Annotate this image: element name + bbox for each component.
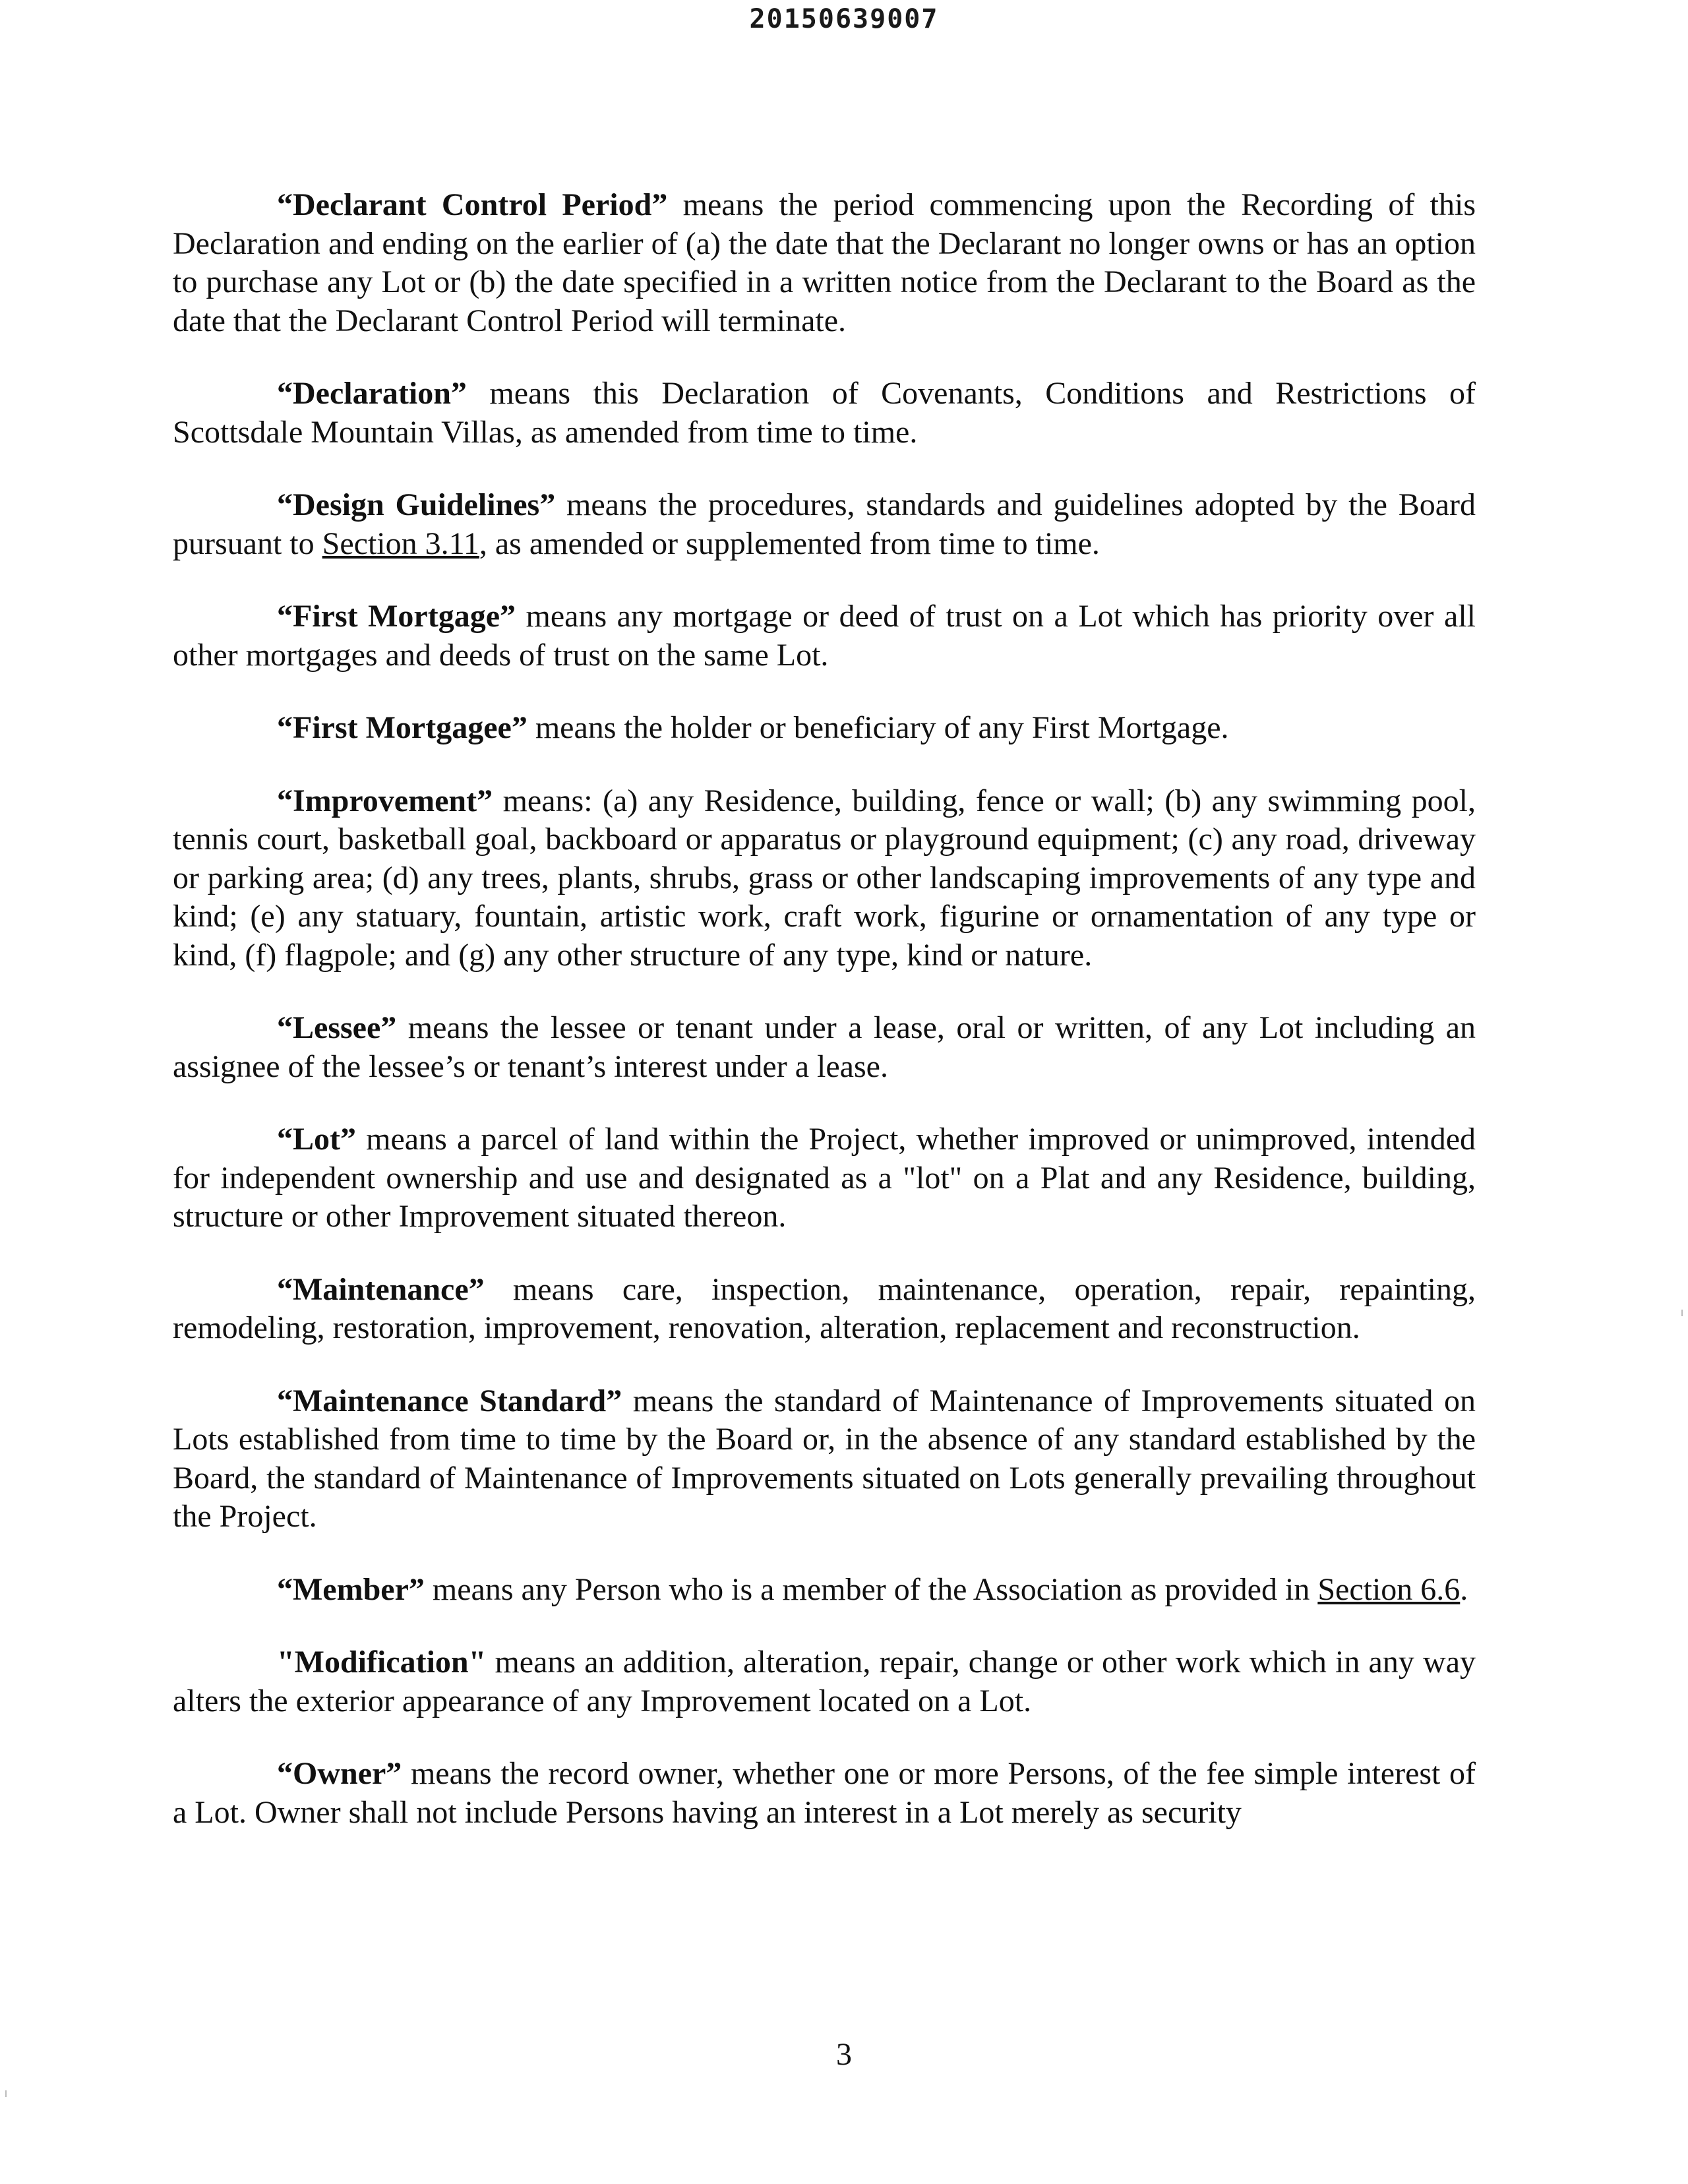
- definition-text-tail: , as amended or supplemented from time to time.: [479, 526, 1100, 561]
- defined-term: “Declarant Control Period”: [277, 187, 668, 222]
- defined-term: "Modification": [277, 1645, 487, 1680]
- defined-term: “Owner”: [277, 1756, 402, 1791]
- definition-lessee: [173, 1009, 1476, 1086]
- scan-speck: [1681, 1310, 1683, 1316]
- definition-owner: [173, 1755, 1476, 1832]
- definition-text: means the standard of Maintenance of Improvements situated on Lots established from time to time by the Board or, in the absence of any standard established by the Board, the standard of Maintenance of Improvements situated on Lots generally prevailing throughout the Project.: [173, 1383, 1476, 1534]
- defined-term: “Maintenance Standard”: [277, 1383, 622, 1418]
- defined-term: “Maintenance”: [277, 1271, 485, 1307]
- definition-first-mortgagee: [173, 709, 1476, 748]
- definition-improvement: [173, 782, 1476, 975]
- definition-design-guidelines: [173, 486, 1476, 563]
- defined-term: “Improvement”: [277, 783, 493, 818]
- definition-first-mortgage: [173, 597, 1476, 675]
- definition-text: means the period commencing upon the Recording of this Declaration and ending on the earlier of (a) the date that the Declarant no longer owns or has an option to purchase any Lot or (b) the date specified in a written notice from the Declarant to the Board as the date that the Declarant Control Period will terminate.: [173, 187, 1476, 338]
- definition-member: [173, 1571, 1476, 1610]
- definition-text: means the procedures, standards and guidelines adopted by the Board pursuant to: [173, 487, 1476, 561]
- definition-declarant-control-period: [173, 186, 1476, 340]
- definition-text: means the record owner, whether one or more Persons, of the fee simple interest of a Lot. Owner shall not include Persons having an interest in a Lot merely as security: [173, 1756, 1476, 1830]
- definition-text: means an addition, alteration, repair, change or other work which in any way alters the exterior appearance of any Improvement located on a Lot.: [173, 1645, 1476, 1718]
- definition-maintenance: [173, 1271, 1476, 1348]
- page-number: 3: [836, 2037, 852, 2072]
- definition-text: means any Person who is a member of the Association as provided in: [424, 1571, 1318, 1607]
- definition-text: means any mortgage or deed of trust on a Lot which has priority over all other mortgages and deeds of trust on the same Lot.: [173, 599, 1476, 673]
- definition-declaration: [173, 375, 1476, 452]
- defined-term: “Design Guidelines”: [277, 487, 556, 522]
- definition-text: means this Declaration of Covenants, Conditions and Restrictions of Scottsdale Mountain Villas, as amended from time to time.: [173, 376, 1476, 450]
- definition-text: means care, inspection, maintenance, operation, repair, repainting, remodeling, restoration, improvement, renovation, alteration, replacement and reconstruction.: [173, 1271, 1476, 1345]
- definitions-list: [173, 186, 1476, 1866]
- defined-term: “Member”: [277, 1571, 425, 1607]
- recording-number: 20150639007: [749, 4, 939, 34]
- definition-maintenance-standard: [173, 1382, 1476, 1536]
- definition-text-tail: .: [1460, 1571, 1468, 1607]
- scan-speck: [5, 2090, 7, 2097]
- defined-term: “Lot”: [277, 1122, 356, 1157]
- definition-text: means the lessee or tenant under a lease, oral or written, of any Lot including an assignee of the lessee’s or tenant’s interest under a lease.: [173, 1010, 1476, 1084]
- definition-text: means the holder or beneficiary of any First Mortgage.: [527, 710, 1229, 745]
- defined-term: “First Mortgagee”: [277, 710, 528, 745]
- definition-modification: [173, 1643, 1476, 1720]
- definition-lot: [173, 1120, 1476, 1236]
- section-reference: Section 6.6: [1317, 1571, 1461, 1607]
- definition-text: means a parcel of land within the Project, whether improved or unimproved, intended for independent ownership and use and designated as a "lot" on a Plat and any Residence, building, structure or other Improvement situated thereon.: [173, 1122, 1476, 1234]
- defined-term: “Lessee”: [277, 1010, 397, 1045]
- defined-term: “Declaration”: [277, 376, 467, 411]
- definition-text: means: (a) any Residence, building, fence or wall; (b) any swimming pool, tennis court, basketball goal, backboard or apparatus or playground equipment; (c) any road, driveway or parking area; (d) any trees, plants, shrubs, grass or other landscaping improvements of any type and kind; (e) any statuary, fountain, artistic work, craft work, figurine or ornamentation of any type or kind, (f) flagpole; and (g) any other structure of any type, kind or nature.: [173, 783, 1476, 973]
- section-reference: Section 3.11: [322, 526, 479, 561]
- defined-term: “First Mortgage”: [277, 599, 516, 634]
